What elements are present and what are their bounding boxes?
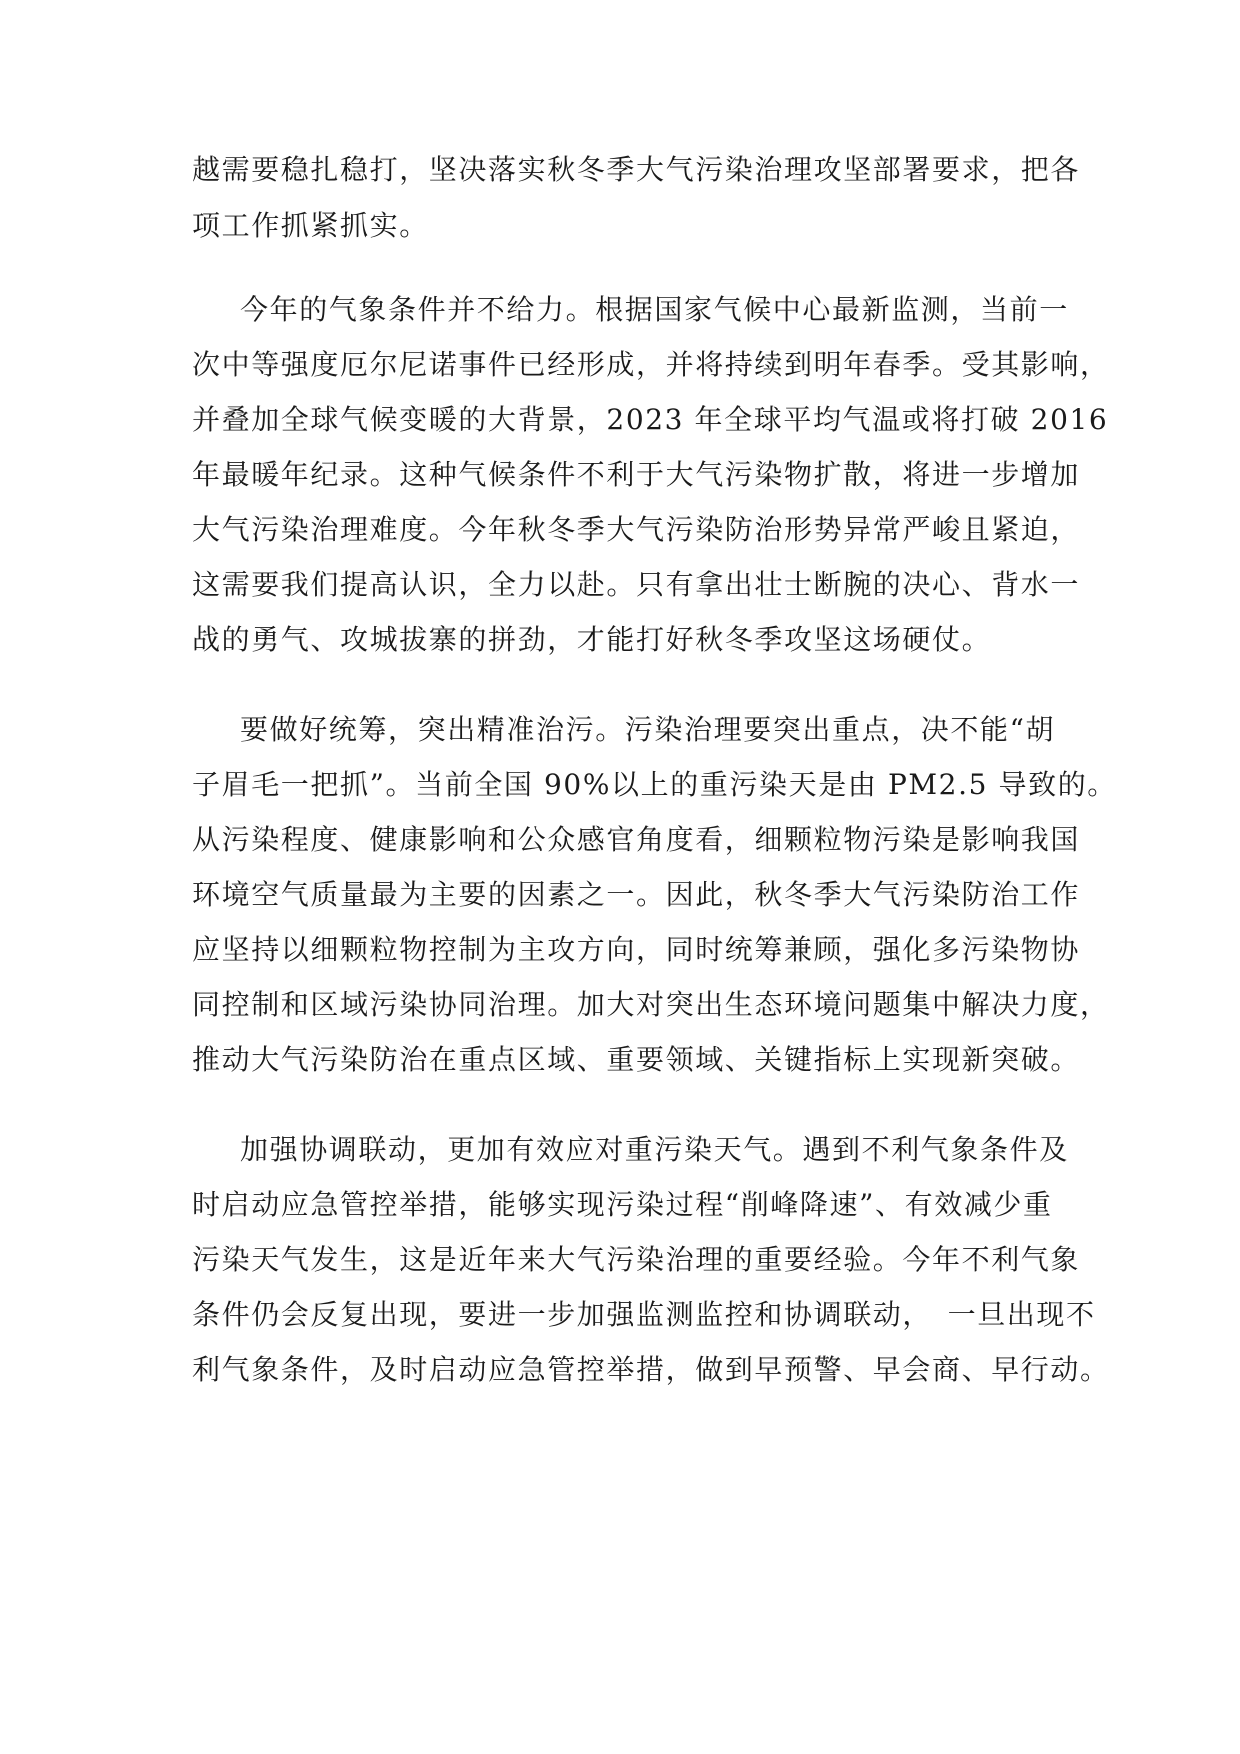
text-line: 子眉毛一把抓”。当前全国 90%以上的重污染天是由 PM2.5 导致的。 [192, 768, 1117, 801]
text-line: 同控制和区域污染协同治理。加大对突出生态环境问题集中解决力度， [192, 988, 1110, 1021]
text-line: 越需要稳扎稳打，坚决落实秋冬季大气污染治理攻坚部署要求，把各 [192, 153, 1081, 186]
text-line: 从污染程度、健康影响和公众感官角度看，细颗粒物污染是影响我国 [192, 823, 1081, 856]
text-line: 项工作抓紧抓实。 [192, 209, 429, 242]
text-line: 要做好统筹，突出精准治污。污染治理要突出重点，决不能“胡 [240, 713, 1056, 746]
text-line: 条件仍会反复出现，要进一步加强监测监控和协调联动， 一旦出现不 [192, 1298, 1096, 1331]
text-line: 年最暖年纪录。这种气候条件不利于大气污染物扩散，将进一步增加 [192, 458, 1081, 491]
text-line: 次中等强度厄尔尼诺事件已经形成，并将持续到明年春季。受其影响， [192, 348, 1110, 381]
text-line: 这需要我们提高认识，全力以赴。只有拿出壮士断腕的决心、背水一 [192, 568, 1081, 601]
text-line: 污染天气发生，这是近年来大气污染治理的重要经验。今年不利气象 [192, 1243, 1081, 1276]
text-line: 环境空气质量最为主要的因素之一。因此，秋冬季大气污染防治工作 [192, 878, 1081, 911]
text-line: 应坚持以细颗粒物控制为主攻方向，同时统筹兼顾，强化多污染物协 [192, 933, 1081, 966]
text-line: 并叠加全球气候变暖的大背景，2023 年全球平均气温或将打破 2016 [192, 403, 1109, 436]
text-line: 大气污染治理难度。今年秋冬季大气污染防治形势异常严峻且紧迫， [192, 513, 1081, 546]
text-line: 时启动应急管控举措，能够实现污染过程“削峰降速”、有效减少重 [192, 1188, 1053, 1221]
text-line: 推动大气污染防治在重点区域、重要领域、关键指标上实现新突破。 [192, 1043, 1081, 1076]
text-line: 战的勇气、攻城拔寨的拼劲，才能打好秋冬季攻坚这场硬仗。 [192, 623, 992, 656]
text-line: 今年的气象条件并不给力。根据国家气候中心最新监测，当前一 [240, 293, 1069, 326]
text-line: 利气象条件，及时启动应急管控举措，做到早预警、早会商、早行动。 [192, 1353, 1110, 1386]
text-line: 加强协调联动，更加有效应对重污染天气。遇到不利气象条件及 [240, 1133, 1069, 1166]
